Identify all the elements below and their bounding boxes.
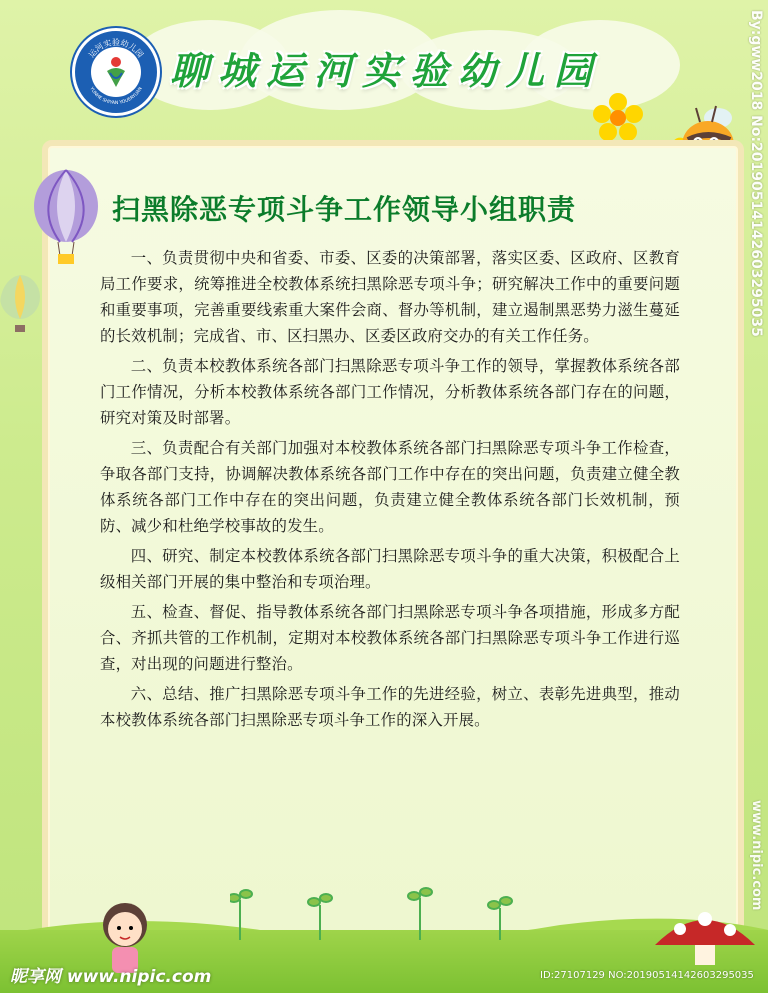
document-title: 扫黑除恶专项斗争工作领导小组职责	[112, 193, 577, 226]
hot-air-balloon-icon	[0, 275, 44, 335]
watermark-side: By:gww2018 No:20190514142603295035	[748, 10, 764, 337]
svg-text:运河实验幼儿园	[87, 37, 145, 59]
paragraph-5: 五、检查、督促、指导教体系统各部门扫黑除恶专项斗争各项措施，形成多方配合、齐抓共管的工作机制，定期对本校教体系统各部门扫黑除恶专项斗争工作进行巡查，对出现的问题进行整治。	[100, 603, 680, 673]
sprouts-icon	[230, 880, 530, 940]
watermark-id: ID:27107129 NO:20190514142603295035	[540, 970, 754, 981]
hot-air-balloon-icon	[30, 168, 102, 268]
header	[0, 0, 768, 130]
paragraph-1: 一、负责贯彻中央和省委、市委、区委的决策部署，落实区委、区政府、区教育局工作要求，统筹推进全校教体系统扫黑除恶专项斗争；研究解决工作中的重要问题和重要事项，完善重要线索重大案件会商、督办等机制，建立遏制黑恶势力滋生蔓延的长效机制；完成省、市、区扫黑办、区委区政府交办的有关工作任务。	[100, 249, 680, 345]
flower-icon	[590, 90, 646, 146]
mushroom-icon	[650, 905, 760, 965]
logo-text-top: 运河实验幼儿园	[87, 38, 145, 60]
school-logo	[72, 28, 160, 116]
watermark-logo: 昵享网 www.nipic.com	[10, 967, 212, 987]
school-name: 聊城运河实验幼儿园	[170, 48, 603, 93]
logo-ring	[75, 31, 157, 113]
watermark-site: www.nipic.com	[749, 800, 764, 911]
svg-text:YUNHE SHIYAN YOUERYUAN	[88, 85, 144, 106]
paragraph-3: 三、负责配合有关部门加强对本校教体系统各部门扫黑除恶专项斗争工作检查，争取各部门支持，协调解决教体系统各部门工作中存在的突出问题，负责建立健全教体系统各部门工作中存在的突出问题，负责建立健全教体系统各部门长效机制，预防、减少和杜绝学校事故的发生。	[100, 439, 680, 535]
paragraph-4: 四、研究、制定本校教体系统各部门扫黑除恶专项斗争的重大决策，积极配合上级相关部门开展的集中整治和专项治理。	[100, 547, 680, 591]
document-body	[100, 245, 680, 737]
paragraph-2: 二、负责本校教体系统各部门扫黑除恶专项斗争工作的领导，掌握教体系统各部门工作情况，分析本校教体系统各部门工作情况，分析教体系统各部门存在的问题，研究对策及时部署。	[100, 357, 680, 427]
logo-text-bottom: YUNHE SHIYAN YOUERYUAN	[88, 86, 144, 107]
paragraph-6: 六、总结、推广扫黑除恶专项斗争工作的先进经验，树立、表彰先进典型，推动本校教体系统各部门扫黑除恶专项斗争工作的深入开展。	[100, 685, 680, 729]
